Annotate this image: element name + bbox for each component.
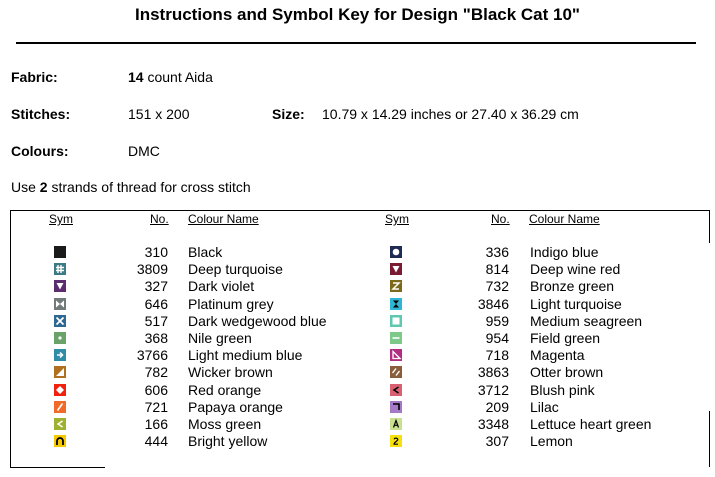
dot-icon: [54, 332, 66, 344]
colour-number: 959: [485, 312, 509, 329]
colour-number: 307: [485, 433, 509, 450]
colour-name: Lilac: [530, 398, 559, 415]
colour-name: Platinum grey: [188, 295, 274, 312]
slash-icon: [54, 401, 66, 413]
z-icon: [390, 280, 402, 292]
x-icon: [54, 315, 66, 327]
colour-name: Lemon: [530, 433, 573, 450]
solid-square-icon: [54, 246, 66, 258]
frame-edge: [10, 467, 105, 468]
ruler-triangle-icon: [390, 349, 402, 361]
strands-post: strands of thread for cross stitch: [47, 179, 251, 195]
colour-number: 814: [485, 261, 509, 278]
colour-number: 327: [144, 278, 168, 295]
header-sym-left: Sym: [49, 212, 73, 226]
frame-edge: [709, 210, 710, 243]
colour-name: Blush pink: [530, 381, 595, 398]
colour-number: 3712: [477, 381, 509, 398]
size-label: Size:: [272, 106, 305, 122]
half-triangle-icon: [54, 366, 66, 378]
less-than-icon: [54, 418, 66, 430]
colour-number: 718: [485, 347, 509, 364]
colour-number: 721: [144, 398, 168, 415]
colours-label: Colours:: [11, 143, 69, 159]
colour-number: 782: [144, 364, 168, 381]
colour-name: Lettuce heart green: [530, 416, 652, 432]
fabric-type: count Aida: [143, 69, 213, 85]
diamond-icon: [54, 384, 66, 396]
colour-name: Light turquoise: [530, 295, 622, 312]
hash-icon: [54, 263, 66, 275]
colour-name: Dark wedgewood blue: [188, 312, 327, 329]
colour-name: Deep turquoise: [188, 261, 283, 278]
colour-name: Red orange: [188, 381, 262, 398]
triangle-down-icon: [390, 263, 402, 275]
colour-number: 368: [144, 330, 168, 346]
colour-number: 3809: [136, 261, 168, 278]
corner-icon: [390, 401, 402, 413]
double-slash-icon: [390, 366, 402, 378]
colour-name: Field green: [530, 330, 601, 346]
colour-number: 606: [144, 381, 168, 398]
arrow-left-icon: [390, 384, 402, 396]
colour-number: 646: [144, 295, 168, 312]
colour-name: Light medium blue: [188, 347, 303, 364]
colour-name: Wicker brown: [188, 364, 273, 381]
strands-count: 2: [39, 179, 48, 195]
colour-name: Otter brown: [530, 364, 604, 381]
colour-number: 3846: [477, 295, 509, 312]
colour-number: 732: [485, 278, 509, 295]
colour-name: Bronze green: [530, 278, 615, 295]
colour-name: Bright yellow: [188, 433, 268, 450]
numeral-two-icon: [390, 435, 402, 447]
arrow-right-icon: [54, 349, 66, 361]
header-name-right: Colour Name: [529, 212, 600, 226]
header-no-left: No.: [150, 212, 169, 226]
size-value: 10.79 x 14.29 inches or 27.40 x 36.29 cm: [322, 106, 579, 122]
circle-icon: [390, 246, 402, 258]
fabric-count: 14: [128, 69, 144, 85]
letter-a-icon: [390, 418, 402, 430]
colour-number: 3766: [136, 347, 168, 364]
colour-number: 3863: [477, 364, 509, 381]
colour-name: Moss green: [188, 416, 262, 432]
colour-name: Medium seagreen: [530, 312, 643, 329]
colour-number: 3348: [477, 416, 509, 432]
colour-name: Magenta: [530, 347, 585, 364]
colour-number: 444: [144, 433, 168, 450]
bowtie-icon: [54, 298, 66, 310]
arch-icon: [54, 435, 66, 447]
frame-edge: [709, 411, 710, 467]
colour-number: 310: [144, 244, 168, 260]
title-divider: [16, 42, 696, 44]
colour-name: Papaya orange: [188, 398, 283, 415]
hourglass-icon: [390, 298, 402, 310]
header-sym-right: Sym: [385, 212, 409, 226]
strands-instruction: [11, 179, 251, 195]
dash-icon: [390, 332, 402, 344]
colour-name: Indigo blue: [530, 244, 599, 260]
fabric-label: Fabric:: [11, 69, 58, 85]
colour-number: 209: [485, 398, 509, 415]
colour-name: Nile green: [188, 330, 252, 346]
header-no-right: No.: [491, 212, 510, 226]
colour-number: 336: [485, 244, 509, 260]
fabric-value: [128, 69, 213, 85]
triangle-down-icon: [54, 280, 66, 292]
colour-number: 166: [144, 416, 168, 432]
colour-name: Dark violet: [188, 278, 255, 295]
colour-name: Deep wine red: [530, 261, 621, 278]
colour-number: 954: [485, 330, 509, 346]
colour-number: 517: [144, 312, 168, 329]
page-title: Instructions and Symbol Key for Design "Black Cat 10": [134, 5, 580, 24]
colours-value: DMC: [128, 143, 160, 159]
strands-pre: Use: [11, 179, 40, 195]
stitches-value: 151 x 200: [128, 106, 190, 122]
stitches-label: Stitches:: [11, 106, 71, 122]
header-name-left: Colour Name: [188, 212, 259, 226]
hollow-square-icon: [390, 315, 402, 327]
colour-name: Black: [188, 244, 223, 260]
